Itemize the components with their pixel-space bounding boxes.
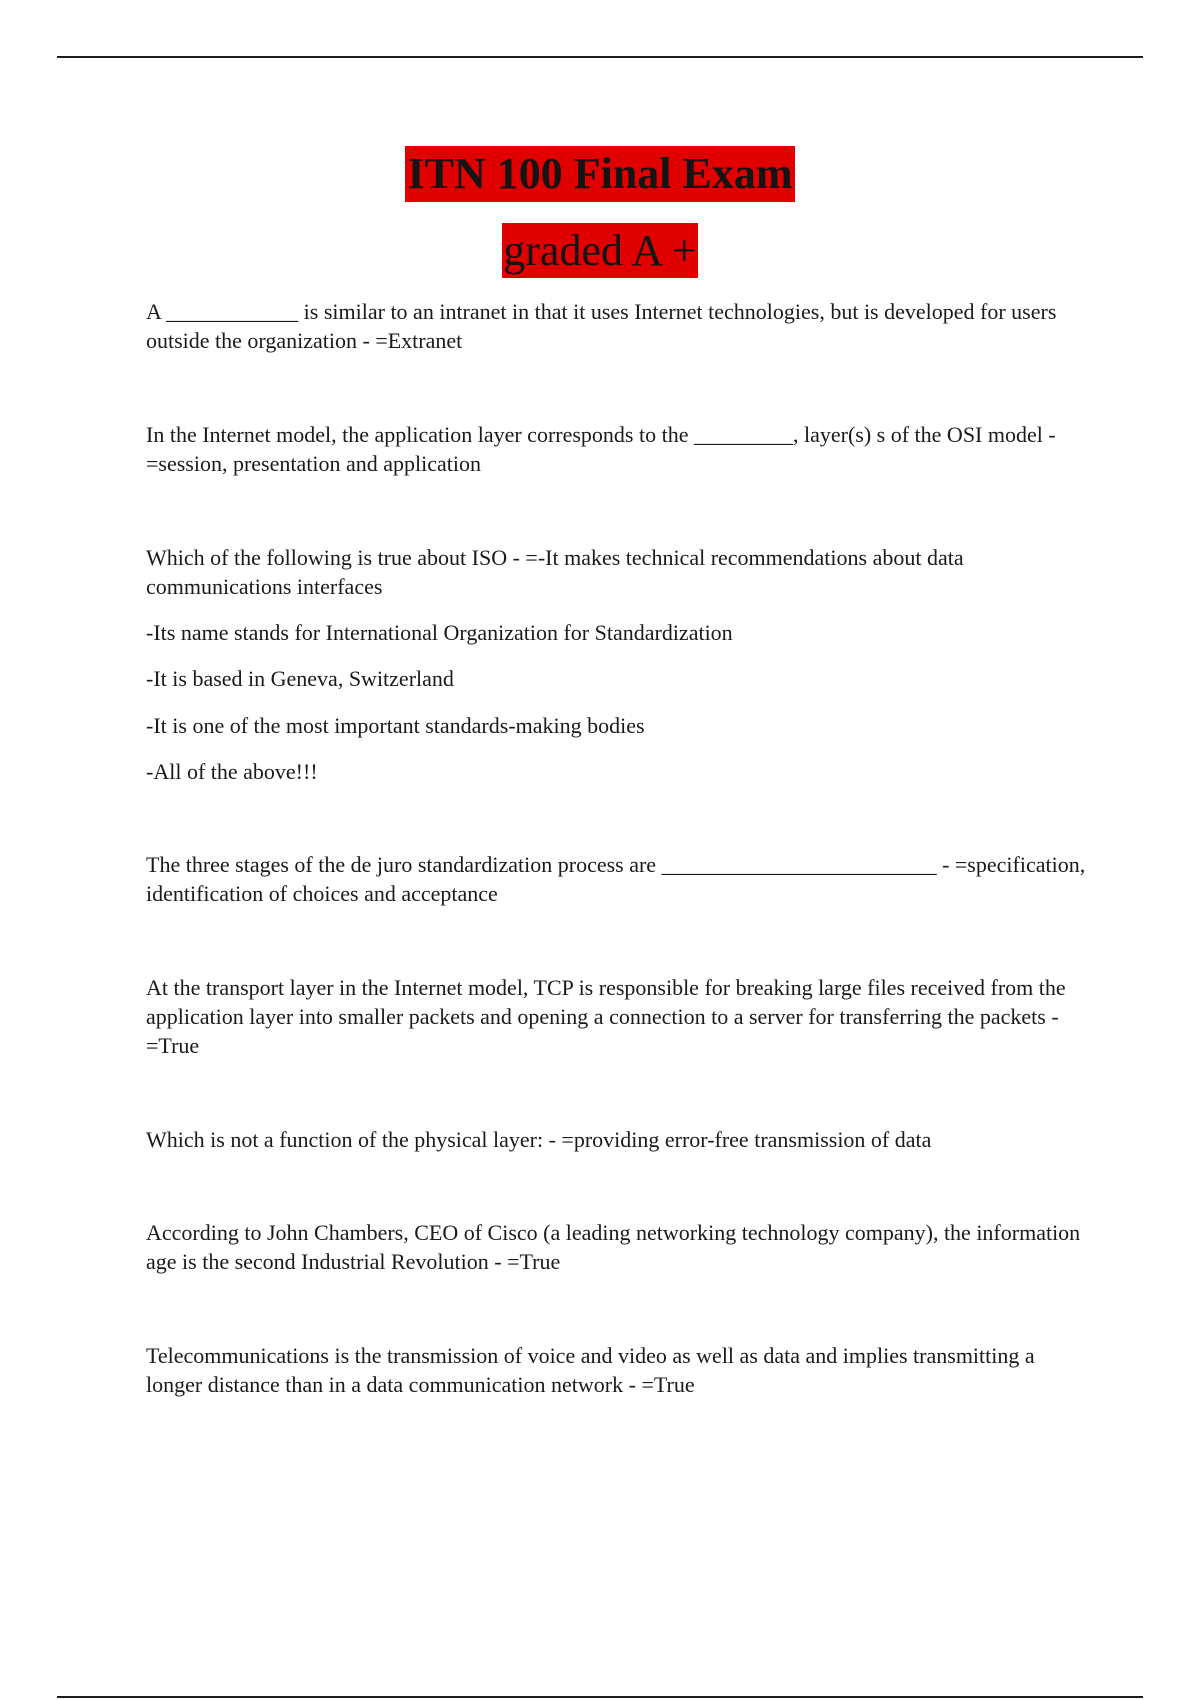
subtitle-block — [0, 223, 1200, 278]
question-item: Which is not a function of the physical layer: - =providing error-free transmission of data — [146, 1127, 932, 1152]
document-title: ITN 100 Final Exam — [405, 146, 794, 202]
question-item: Which of the following is true about ISO - =-It makes technical recommendations about data communications interfaces — [146, 545, 964, 599]
answer-option: -It is based in Geneva, Switzerland — [146, 666, 454, 691]
document-subtitle: graded A + — [502, 223, 697, 278]
question-item: Telecommunications is the transmission of voice and video as well as data and implies transmitting a longer distance than in a data communication network - =True — [146, 1343, 1035, 1397]
answer-option: -Its name stands for International Organization for Standardization — [146, 620, 733, 645]
answer-option: -It is one of the most important standards-making bodies — [146, 713, 645, 738]
question-item: At the transport layer in the Internet model, TCP is responsible for breaking large files received from the application layer into smaller packets and opening a connection to a server for transferring the packets - =True — [146, 975, 1066, 1058]
question-item: The three stages of the de juro standardization process are _________________________ - =specification, identification of choices and acceptance — [146, 852, 1086, 906]
title-block — [0, 146, 1200, 202]
question-item: A ____________ is similar to an intranet in that it uses Internet technologies, but is developed for users outside the organization - =Extranet — [146, 299, 1057, 353]
answer-option: -All of the above!!! — [146, 759, 318, 784]
question-item: In the Internet model, the application layer corresponds to the _________, layer(s) s of the OSI model - =session, presentation and application — [146, 422, 1056, 476]
top-rule — [57, 56, 1143, 58]
question-item: According to John Chambers, CEO of Cisco (a leading networking technology company), the information age is the second Industrial Revolution - =True — [146, 1220, 1081, 1274]
bottom-rule — [57, 1696, 1143, 1698]
